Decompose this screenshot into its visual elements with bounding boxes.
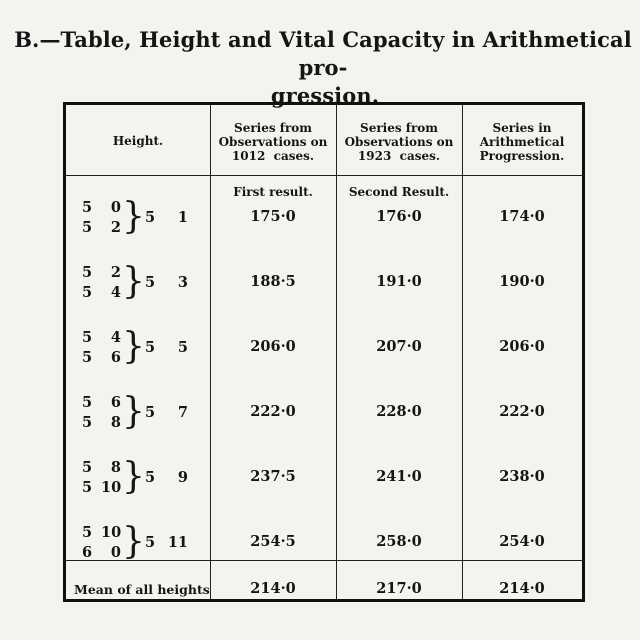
brace-glyph: } [122,391,145,432]
brace-glyph: } [122,456,145,497]
header-series-1-line: Observations on [218,135,328,149]
header-series-3-line: Progression. [479,149,565,163]
table-title-line-2: gression. [270,83,380,108]
value-series-1: 222·0 [250,403,296,420]
height-feet-low: 5 [82,264,93,281]
header-series-1 [210,121,336,163]
height-mid-inches: 7 [177,404,188,421]
height-inches-high: 0 [110,544,121,561]
value-series-2: 258·0 [376,533,422,550]
header-series-3-line: Arithmetical [479,135,565,149]
value-series-3: 190·0 [499,273,545,290]
height-feet-low: 5 [82,394,93,411]
height-feet-high: 5 [82,284,93,301]
value-series-1: 175·0 [250,208,296,225]
height-mid-feet: 5 [145,339,156,356]
subheader-second-result: Second Result. [348,185,450,199]
height-mid-inches: 1 [177,209,188,226]
height-inches-low: 0 [110,199,121,216]
height-mid-feet: 5 [145,469,156,486]
height-inches-low: 4 [110,329,121,346]
value-series-2: 228·0 [376,403,422,420]
height-inches-high: 6 [110,349,121,366]
value-series-3: 254·0 [499,533,545,550]
brace-glyph: } [122,196,145,237]
table-title [0,26,640,110]
brace-glyph: } [122,521,145,562]
header-series-1-line: 1012 cases. [231,149,315,163]
value-series-2: 176·0 [376,208,422,225]
height-mid-feet: 5 [145,274,156,291]
height-mid-feet: 5 [145,404,156,421]
height-feet-low: 5 [82,329,93,346]
height-inches-low: 10 [101,524,122,541]
value-series-3: 174·0 [499,208,545,225]
value-series-3: 206·0 [499,338,545,355]
header-divider [66,175,582,176]
value-series-2: 207·0 [376,338,422,355]
height-range [82,326,212,369]
height-mid-inches: 11 [167,534,188,551]
header-series-3 [462,121,582,163]
height-inches-low: 8 [110,459,121,476]
header-series-2-line: Observations on [344,135,454,149]
subheader-first-result: First result. [233,185,313,199]
height-mid-inches: 9 [177,469,188,486]
height-mid-inches: 3 [177,274,188,291]
height-range [82,196,212,239]
height-range [82,521,212,564]
height-inches-high: 4 [110,284,121,301]
mean-label: Mean of all heights [74,582,210,597]
value-series-1: 206·0 [250,338,296,355]
header-height: Height. [112,134,164,148]
height-inches-low: 2 [110,264,121,281]
header-series-3-line: Series in [492,121,552,135]
height-inches-high: 10 [101,479,122,496]
height-feet-high: 6 [82,544,93,561]
brace-glyph: } [122,326,145,367]
height-inches-high: 2 [110,219,121,236]
height-range [82,391,212,434]
height-range [82,456,212,499]
mean-series-2: 217·0 [376,580,422,597]
value-series-1: 188·5 [250,273,296,290]
height-mid-feet: 5 [145,534,156,551]
value-series-1: 237·5 [250,468,296,485]
height-feet-low: 5 [82,199,93,216]
value-series-2: 241·0 [376,468,422,485]
header-series-1-line: Series from [234,121,312,135]
height-mid-feet: 5 [145,209,156,226]
height-mid-inches: 5 [177,339,188,356]
mean-series-3: 214·0 [499,580,545,597]
mean-series-1: 214·0 [250,580,296,597]
header-series-2-line: Series from [360,121,438,135]
brace-glyph: } [122,261,145,302]
value-series-2: 191·0 [376,273,422,290]
height-feet-high: 5 [82,479,93,496]
height-feet-low: 5 [82,524,93,541]
height-inches-low: 6 [110,394,121,411]
value-series-1: 254·5 [250,533,296,550]
table-title-line-1: B.—Table, Height and Vital Capacity in Arithmetical pro- [14,27,632,80]
value-series-3: 238·0 [499,468,545,485]
height-feet-high: 5 [82,414,93,431]
header-series-2 [336,121,462,163]
height-range [82,261,212,304]
height-feet-high: 5 [82,349,93,366]
data-table [63,102,585,602]
value-series-3: 222·0 [499,403,545,420]
height-feet-low: 5 [82,459,93,476]
height-inches-high: 8 [110,414,121,431]
height-feet-high: 5 [82,219,93,236]
header-series-2-line: 1923 cases. [357,149,441,163]
